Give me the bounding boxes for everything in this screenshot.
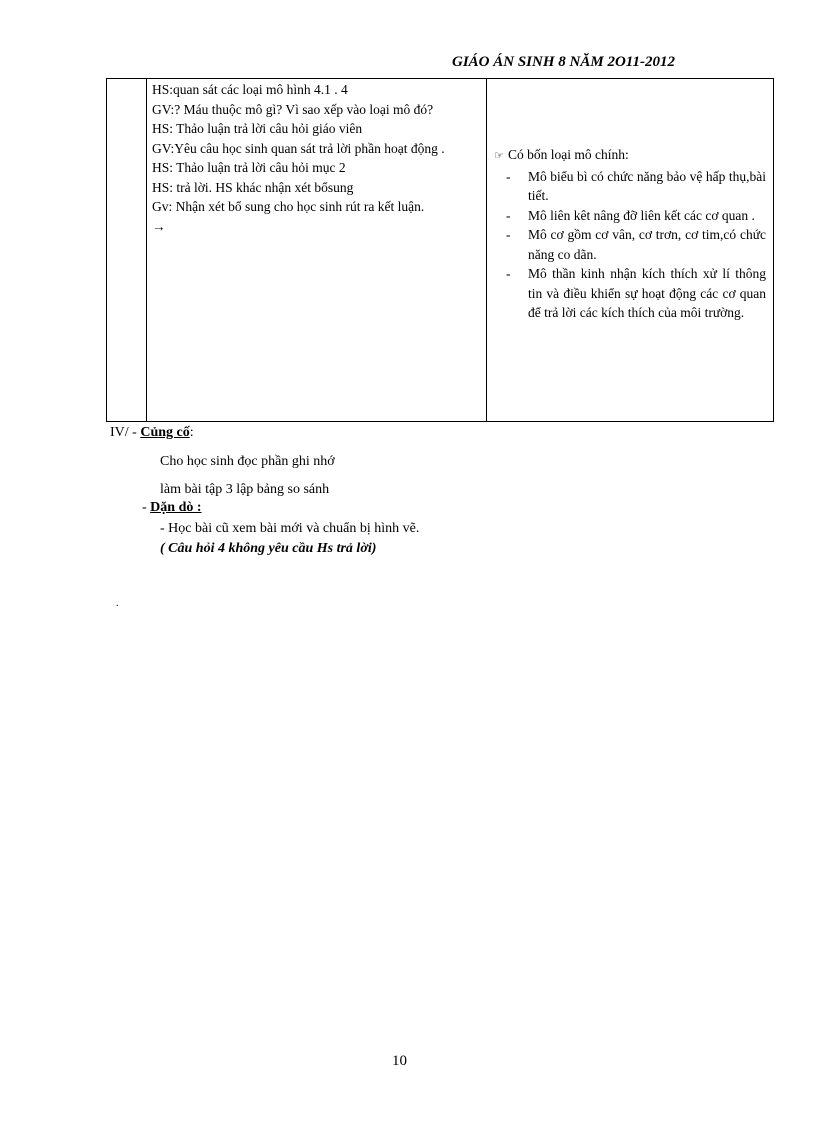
pointing-hand-icon: ☞	[494, 150, 504, 162]
table-border-bottom	[106, 421, 774, 422]
homework-heading: - Dặn dò :	[142, 500, 202, 515]
list-item: - Mô thần kinh nhận kích thích xử lí thông tin và điều khiển sự hoạt động các cơ quan để trả lời các kích thích của môi trường.	[506, 266, 766, 320]
table-border-col2	[486, 78, 487, 422]
activity-line: HS: Thảo luận trả lời câu hỏi mục 2	[152, 160, 346, 175]
list-item: - Mô liên kêt nâng đỡ liên kết các cơ quan .	[506, 207, 755, 223]
document-header: GIÁO ÁN SINH 8 NĂM 2O11-2012	[452, 54, 675, 70]
arrow-line: →	[152, 218, 166, 234]
consolidation-heading: IV/ - Củng cố:	[110, 425, 194, 440]
stray-mark: .	[116, 598, 119, 609]
activity-line: HS: trả lời. HS khác nhận xét bổsung	[152, 179, 354, 195]
activity-line: GV:? Máu thuộc mô gì? Vì sao xếp vào loại mô đó?	[152, 101, 434, 117]
activity-line: HS: Thảo luận trả lời câu hỏi giáo viên	[152, 121, 363, 136]
table-border-right	[773, 78, 774, 422]
table-border-top	[106, 78, 774, 79]
table-border-left	[106, 78, 107, 422]
activity-line: GV:Yêu câu học sinh quan sát trả lời phần hoạt động .	[152, 140, 445, 156]
teacher-student-activities	[152, 80, 476, 236]
activity-line: HS:quan sát các loại mô hình 4.1 . 4	[152, 82, 348, 97]
page-number: 10	[392, 1053, 407, 1069]
tissue-type-list	[494, 167, 766, 323]
content-intro: ☞ Có bốn loại mô chính:	[494, 145, 766, 167]
homework-line: - Học bài cũ xem bài mới và chuẩn bị hình vẽ.	[160, 521, 420, 536]
table-border-col1	[146, 78, 147, 422]
activity-line: Gv: Nhận xét bổ sung cho học sinh rút ra kết luận.	[152, 199, 425, 214]
homework-note: ( Câu hỏi 4 không yêu cầu Hs trả lời)	[160, 541, 377, 556]
list-item: - Mô biểu bì có chức năng bảo vệ hấp thụ,bài tiết.	[506, 168, 766, 203]
lesson-content	[494, 145, 766, 323]
list-item: - Mô cơ gồm cơ vân, cơ trơn, cơ tim,có chức năng co dãn.	[506, 227, 766, 262]
consolidation-line: làm bài tập 3 lập bảng so sánh	[160, 482, 330, 497]
consolidation-line: Cho học sinh đọc phần ghi nhớ	[160, 454, 335, 469]
